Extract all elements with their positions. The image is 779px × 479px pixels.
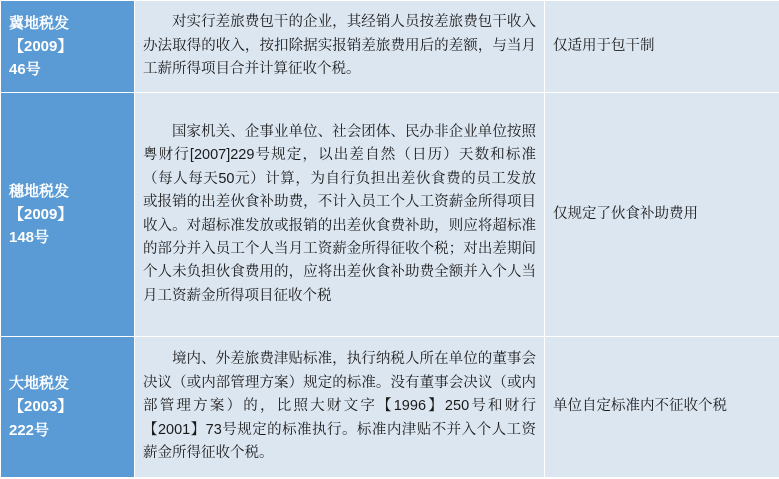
policy-table-body <box>1 1 779 478</box>
document-reference-line: 【2009】 <box>9 205 73 223</box>
policy-content-cell: 境内、外差旅费津贴标准，执行纳税人所在单位的董事会决议（或内部管理方案）规定的标准。没有董事会决议（或内部管理方案）的，比照大财文字【1996】250号和财行【2001】73号规定的标准执行。标准内津贴不并入个人工资薪金所得征收个税。 <box>135 337 545 478</box>
document-reference-cell <box>1 337 135 478</box>
policy-note-cell: 仅适用于包干制 <box>545 1 779 93</box>
policy-note-cell: 单位自定标准内不征收个税 <box>545 337 779 478</box>
document-reference-line: 46号 <box>9 61 41 79</box>
document-reference-line: 222号 <box>9 421 50 439</box>
table-row <box>1 93 779 337</box>
document-reference-line: 【2009】 <box>9 37 73 55</box>
document-reference-cell <box>1 93 135 337</box>
document-reference-cell <box>1 1 135 93</box>
document-reference-line: 大地税发 <box>9 375 70 393</box>
document-reference-line: 穗地税发 <box>9 182 70 200</box>
policy-note-cell: 仅规定了伙食补助费用 <box>545 93 779 337</box>
policy-content-cell: 国家机关、企事业单位、社会团体、民办非企业单位按照粤财行[2007]229号规定，以出差自然（日历）天数和标准（每人每天50元）计算，为自行负担出差伙食费的员工发放或报销的出差伙食补助费，不计入员工个人工资薪金所得项目收入。对超标准发放或报销的出差伙食费补助，则应将超标准的部分并入员工个人当月工资薪金所得征收个税；对出差期间个人未负担伙食费用的，应将出差伙食补助费全额并入个人当月工资薪金所得项目征收个税 <box>135 93 545 337</box>
policy-content-cell: 对实行差旅费包干的企业，其经销人员按差旅费包干收入办法取得的收入，按扣除据实报销差旅费用后的差额，与当月工薪所得项目合并计算征收个税。 <box>135 1 545 93</box>
document-reference-line: 冀地税发 <box>9 14 70 32</box>
document-reference-line: 148号 <box>9 229 50 247</box>
table-row <box>1 337 779 478</box>
table-row <box>1 1 779 93</box>
document-reference-line: 【2003】 <box>9 398 73 416</box>
